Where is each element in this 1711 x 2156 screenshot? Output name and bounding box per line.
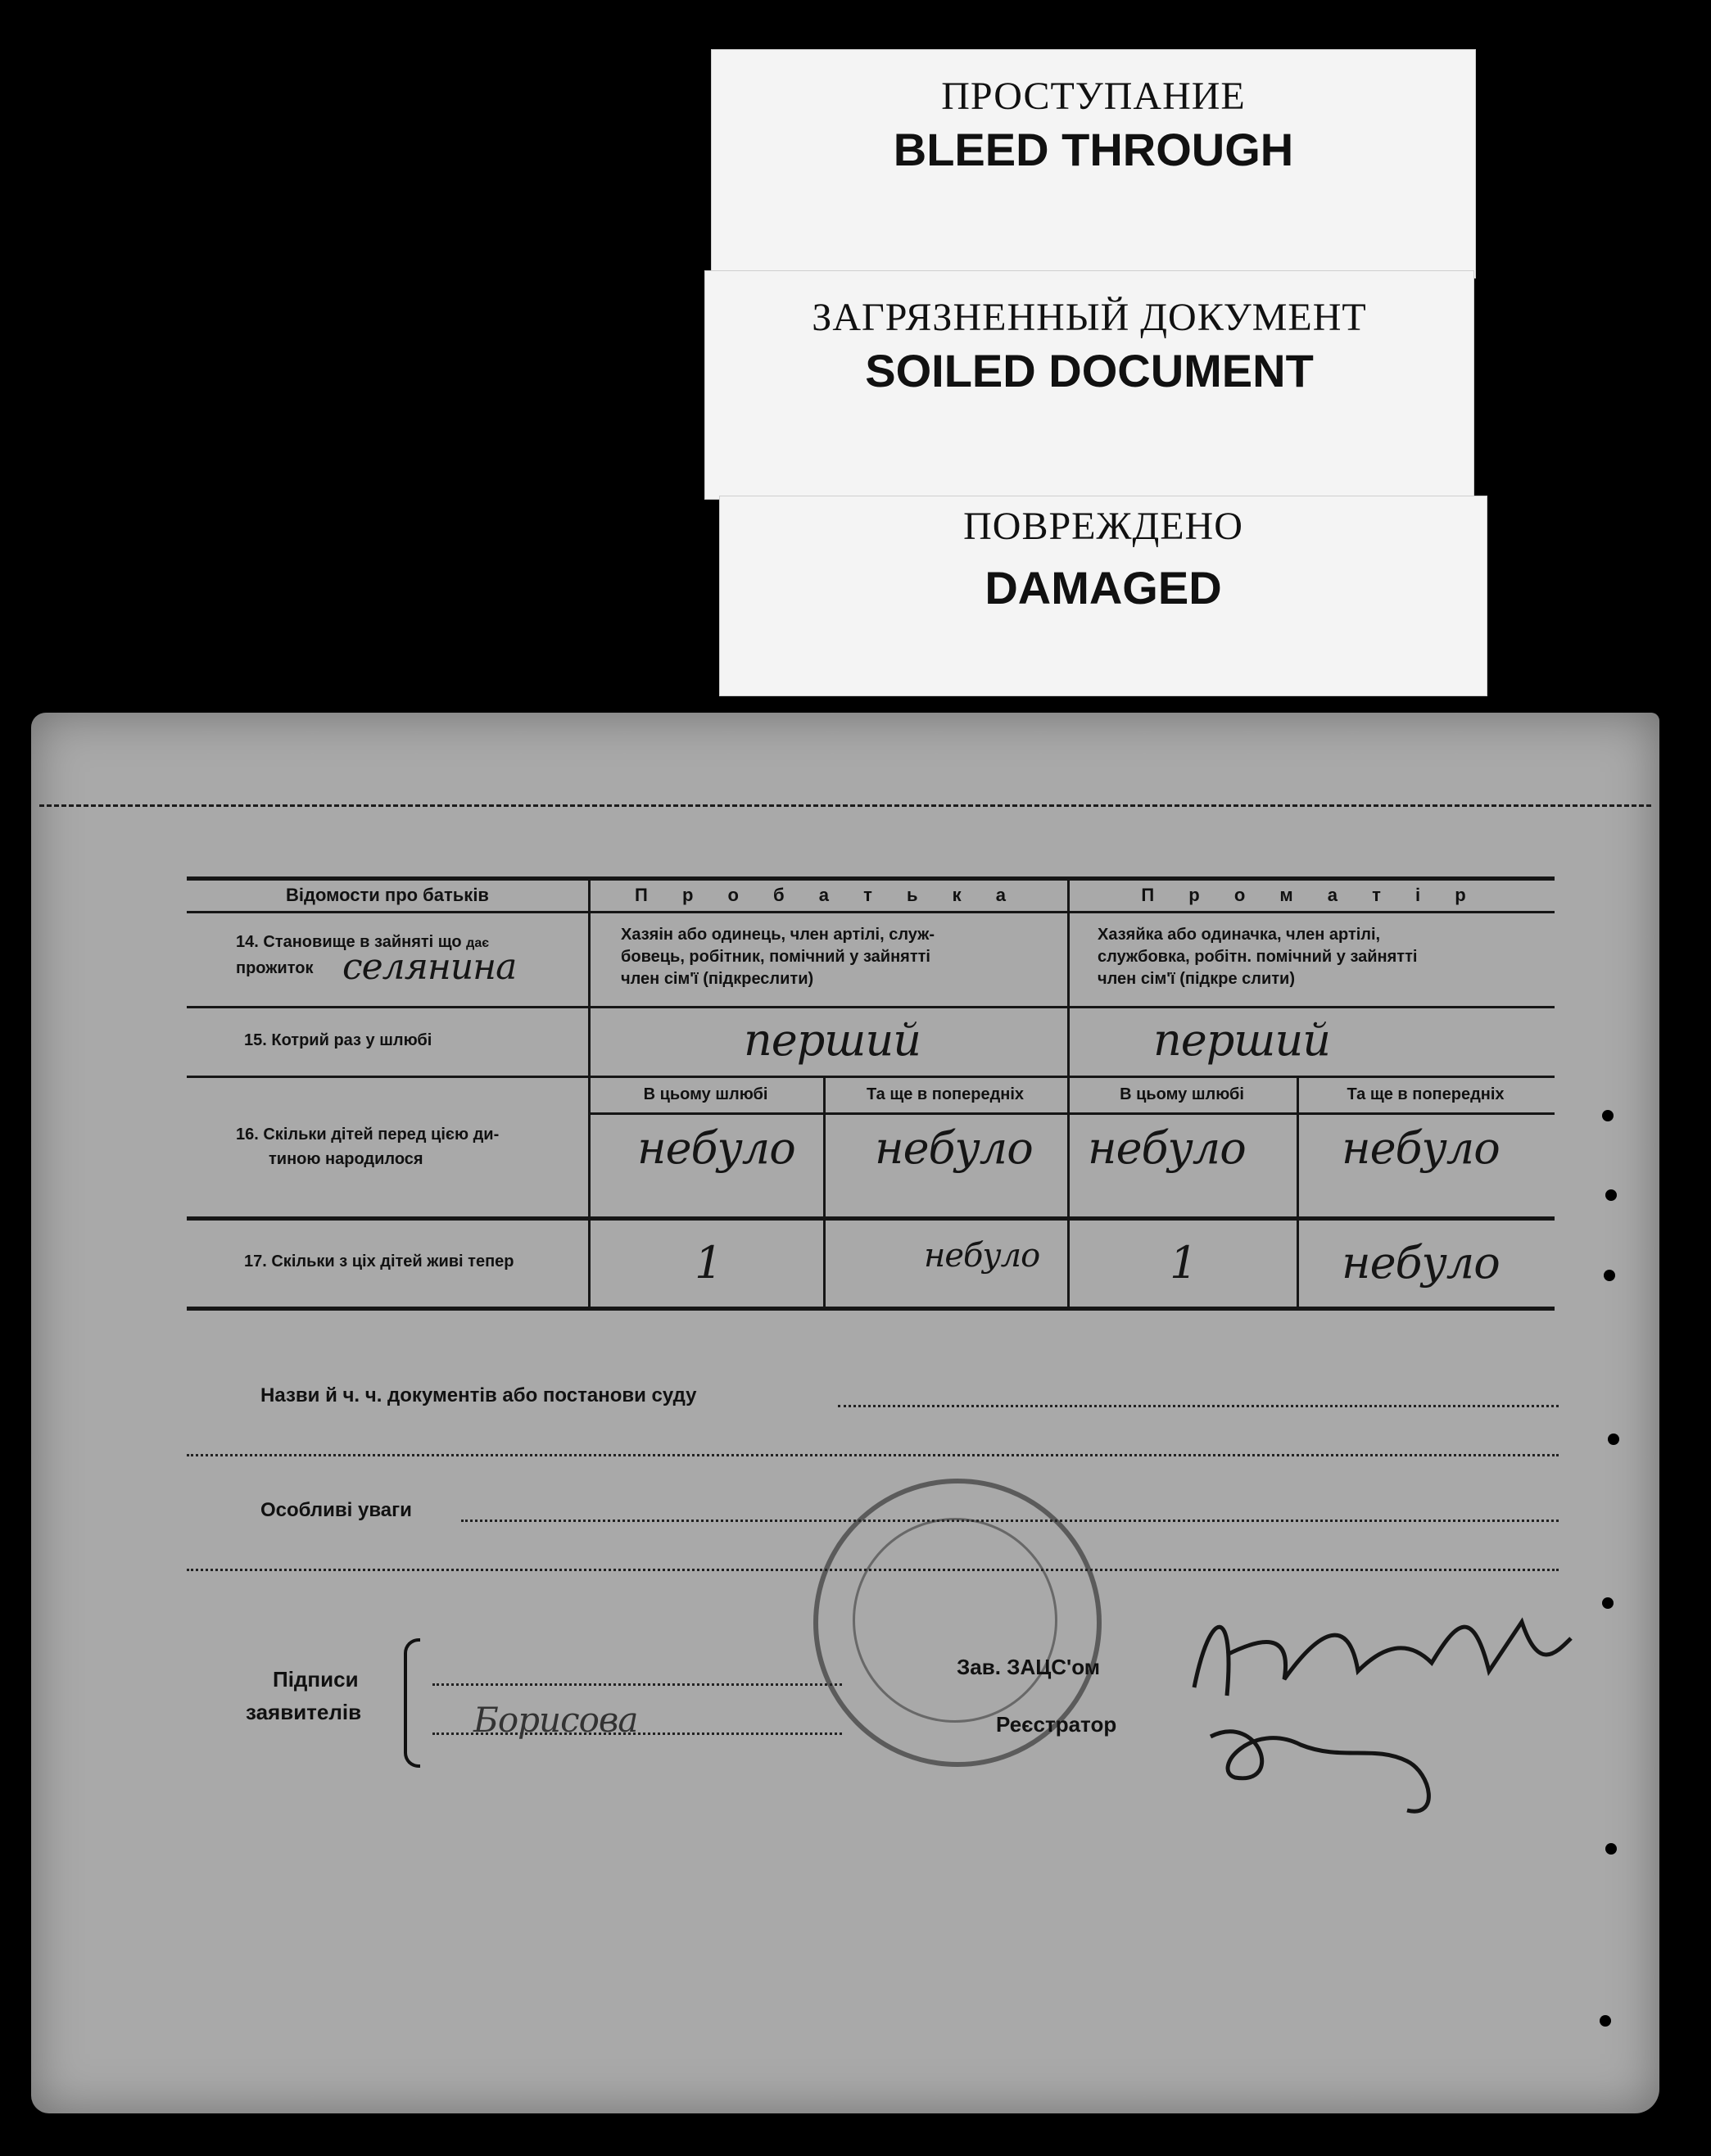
row16-father-prev: небуло xyxy=(875,1122,1033,1174)
subheader-mother-this-marriage: В цьому шлюбі xyxy=(1120,1085,1244,1103)
row14-mother-options xyxy=(1098,924,1552,990)
registrar-label: Реєстратор xyxy=(996,1712,1117,1737)
soiled-document-tag xyxy=(704,270,1474,500)
official-signatures xyxy=(1161,1573,1587,1843)
row14-mother-line1: Хазяйка або одиначка, член артілі, xyxy=(1098,926,1381,944)
row14-mother-line3: член сім'ї (підкре слити) xyxy=(1098,970,1295,988)
registration-form-page xyxy=(31,713,1659,2113)
tag-ru-text: ЗАГРЯЗНЕННЫЙ ДОКУМЕНТ xyxy=(812,296,1367,339)
row14-father-line2: бовець, робітник, помічний у зайнятті xyxy=(621,948,930,966)
tag-ru-text: ПРОСТУПАНИЕ xyxy=(941,75,1246,118)
row15-label: 15. Котрий раз у шлюбі xyxy=(244,1031,432,1049)
subheader-father-previous: Та ще в попередніх xyxy=(866,1085,1025,1103)
row14-father-line3: член сім'ї (підкреслити) xyxy=(621,970,814,988)
tear-off-line xyxy=(39,804,1651,807)
punch-hole xyxy=(1602,1110,1614,1121)
punch-hole xyxy=(1602,1597,1614,1609)
table-column-rule xyxy=(588,1216,591,1311)
table-rule xyxy=(187,1006,1555,1008)
row17-mother-prev: небуло xyxy=(1342,1237,1500,1289)
row15-father-value: перший xyxy=(744,1014,921,1066)
header-about-father: П р о б а т ь к а xyxy=(635,885,1021,905)
row14-label-line2: прожиток xyxy=(236,959,314,977)
documents-dotted-line xyxy=(838,1405,1559,1407)
table-rule xyxy=(187,1076,1555,1078)
special-notes-label: Особливі уваги xyxy=(260,1499,412,1521)
punch-hole xyxy=(1605,1189,1617,1201)
tag-en-text: BLEED THROUGH xyxy=(893,124,1294,175)
row15-mother-value: перший xyxy=(1153,1014,1331,1066)
row14-label-mark: дає xyxy=(466,936,490,950)
row16-label xyxy=(236,1122,580,1171)
row16-label-line2: тиною народилося xyxy=(269,1150,423,1168)
table-rule xyxy=(187,911,1555,913)
table-column-rule xyxy=(1297,1216,1299,1311)
row17-father-this: 1 xyxy=(695,1237,722,1289)
row14-mother-line2: службовка, робітн. помічний у зайнятті xyxy=(1098,948,1418,966)
parents-info-table-row17 xyxy=(187,1216,1555,1311)
row17-mother-this: 1 xyxy=(1170,1237,1197,1289)
table-column-rule xyxy=(823,1216,826,1311)
signatures-label-2: заявителів xyxy=(246,1700,362,1724)
punch-hole xyxy=(1604,1270,1615,1281)
row14-handwritten-occupation: селянина xyxy=(342,946,517,988)
row16-mother-this: небуло xyxy=(1088,1122,1246,1174)
punch-hole xyxy=(1600,2015,1611,2027)
documents-label: Назви й ч. ч. документів або постанови суду xyxy=(260,1384,697,1406)
row16-label-line1: 16. Скільки дітей перед цією ди- xyxy=(236,1126,500,1144)
table-column-rule xyxy=(1067,1216,1070,1311)
subheader-mother-previous: Та ще в попередніх xyxy=(1347,1085,1505,1103)
table-rule xyxy=(187,1307,1555,1311)
table-rule xyxy=(187,876,1555,881)
signatures-label-1: Підписи xyxy=(273,1667,359,1692)
row16-father-this: небуло xyxy=(637,1122,795,1174)
signatures-brace xyxy=(404,1638,420,1768)
applicant-signature: Борисова xyxy=(473,1700,638,1740)
row16-mother-prev: небуло xyxy=(1342,1122,1500,1174)
tag-en-text: SOILED DOCUMENT xyxy=(865,345,1314,396)
row14-label-line1: 14. Становище в зайняті що xyxy=(236,933,462,951)
row17-label: 17. Скільки з ціх дітей живі тепер xyxy=(244,1252,514,1270)
tag-ru-text: ПОВРЕЖДЕНО xyxy=(963,505,1243,548)
row14-father-line1: Хазяін або одинець, член артілі, служ- xyxy=(621,926,935,944)
documents-dotted-line-2 xyxy=(187,1454,1559,1456)
row17-father-prev: небуло xyxy=(924,1237,1040,1275)
table-column-rule xyxy=(1067,876,1070,1221)
table-rule xyxy=(588,1112,1555,1115)
tag-en-text: DAMAGED xyxy=(985,562,1222,614)
stamp-inner-ring xyxy=(853,1518,1057,1723)
parents-info-table xyxy=(187,876,1555,1216)
header-parents-info: Відомости про батьків xyxy=(286,885,489,905)
damaged-tag xyxy=(719,496,1487,696)
punch-hole xyxy=(1608,1434,1619,1445)
header-about-mother: П р о м а т і р xyxy=(1141,885,1481,905)
signature-dotted-line-1 xyxy=(432,1683,842,1686)
punch-hole xyxy=(1605,1843,1617,1855)
subheader-father-this-marriage: В цьому шлюбі xyxy=(643,1085,768,1103)
row14-father-options xyxy=(621,924,1063,990)
table-column-rule xyxy=(588,876,591,1221)
head-of-registry-label: Зав. ЗАЦС'ом xyxy=(957,1655,1100,1679)
bleed-through-tag xyxy=(711,49,1476,279)
